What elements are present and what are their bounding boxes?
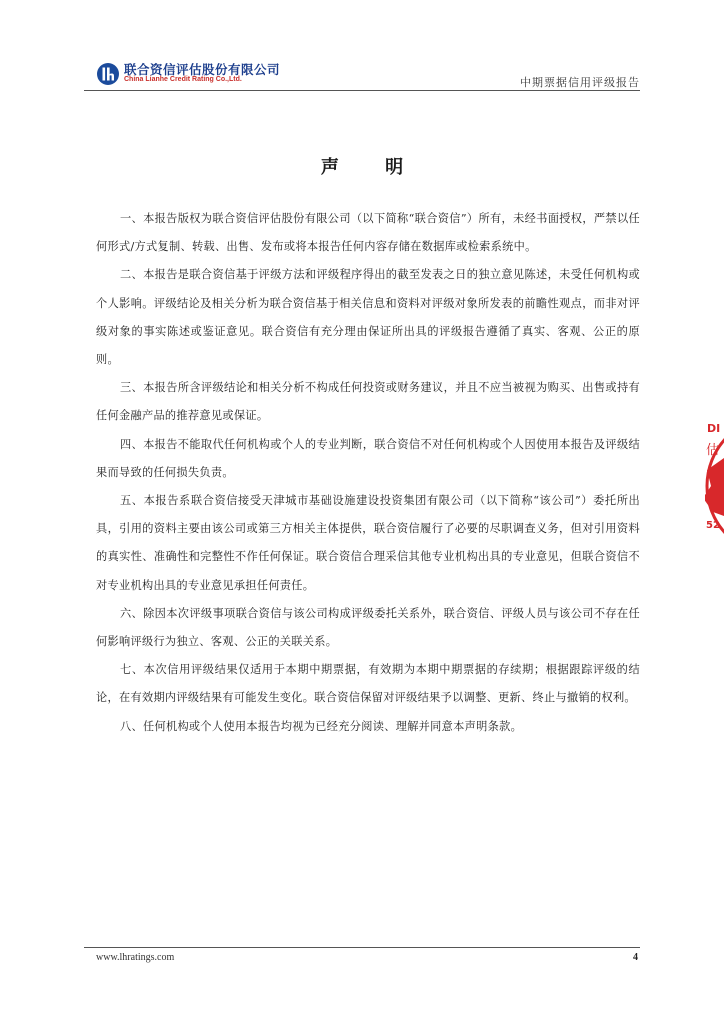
svg-text:DI: DI xyxy=(707,422,721,435)
footer-website-link[interactable]: www.lhratings.com xyxy=(96,952,175,963)
statement-paragraph-8: 八、任何机构或个人使用本报告均视为已经充分阅读、理解并同意本声明条款。 xyxy=(120,719,523,733)
svg-text:估: 估 xyxy=(706,443,720,458)
header-divider xyxy=(84,90,640,91)
statement-paragraph-6: 六、除因本次评级事项联合资信与该公司构成评级委托关系外，联合资信、评级人员与该公司不存在任何影响评级行为独立、客观、公正的关联关系。 xyxy=(96,606,640,649)
statement-paragraph-3: 三、本报告所含评级结论和相关分析不构成任何投资或财务建议，并且不应当被视为购买、出售或持有任何金融产品的推荐意见或保证。 xyxy=(96,381,640,423)
statement-paragraph-4: 四、本报告不能取代任何机构或个人的专业判断，联合资信不对任何机构或个人因使用本报告及评级结果而导致的任何损失负责。 xyxy=(96,437,640,479)
report-type-label: 中期票据信用评级报告 xyxy=(520,76,640,89)
company-name-en: China Lianhe Credit Rating Co.,Ltd. xyxy=(124,76,242,83)
page-title: 声 明 xyxy=(320,157,424,178)
statement-body xyxy=(96,205,640,741)
company-seal-stamp xyxy=(705,412,724,560)
page-number: 4 xyxy=(633,952,638,963)
footer-divider xyxy=(84,947,640,948)
company-logo-icon xyxy=(96,62,120,86)
svg-text:52: 52 xyxy=(706,520,720,531)
statement-paragraph-5: 五、本报告系联合资信接受天津城市基础设施建设投资集团有限公司（以下简称“该公司”）委托所出具，引用的资料主要由该公司或第三方相关主体提供，联合资信履行了必要的尽职调查义务，但对引用资料的真实性、准确性和完整性不作任何保证。联合资信合理采信其他专业机构出具的专业意见，但联合资信不对专业机构出具的专业意见承担任何责任。 xyxy=(96,494,640,592)
statement-paragraph-1: 一、本报告版权为联合资信评估股份有限公司（以下简称“联合资信”）所有，未经书面授权，严禁以任何形式/方式复制、转载、出售、发布或将本报告任何内容存储在数据库或检索系统中。 xyxy=(96,212,640,254)
company-name-cn: 联合资信评估股份有限公司 xyxy=(124,62,281,77)
statement-paragraph-2: 二、本报告是联合资信基于评级方法和评级程序得出的截至发表之日的独立意见陈述，未受任何机构或个人影响。评级结论及相关分析为联合资信基于相关信息和资料对评级对象所发表的前瞻性观点，而非对评级对象的事实陈述或鉴证意见。联合资信有充分理由保证所出具的评级报告遵循了真实、客观、公正的原则。 xyxy=(96,268,640,367)
statement-paragraph-7: 七、本次信用评级结果仅适用于本期中期票据，有效期为本期中期票据的存续期；根据跟踪评级的结论，在有效期内评级结果有可能发生变化。联合资信保留对评级结果予以调整、更新、终止与撤销的权利。 xyxy=(96,663,640,705)
